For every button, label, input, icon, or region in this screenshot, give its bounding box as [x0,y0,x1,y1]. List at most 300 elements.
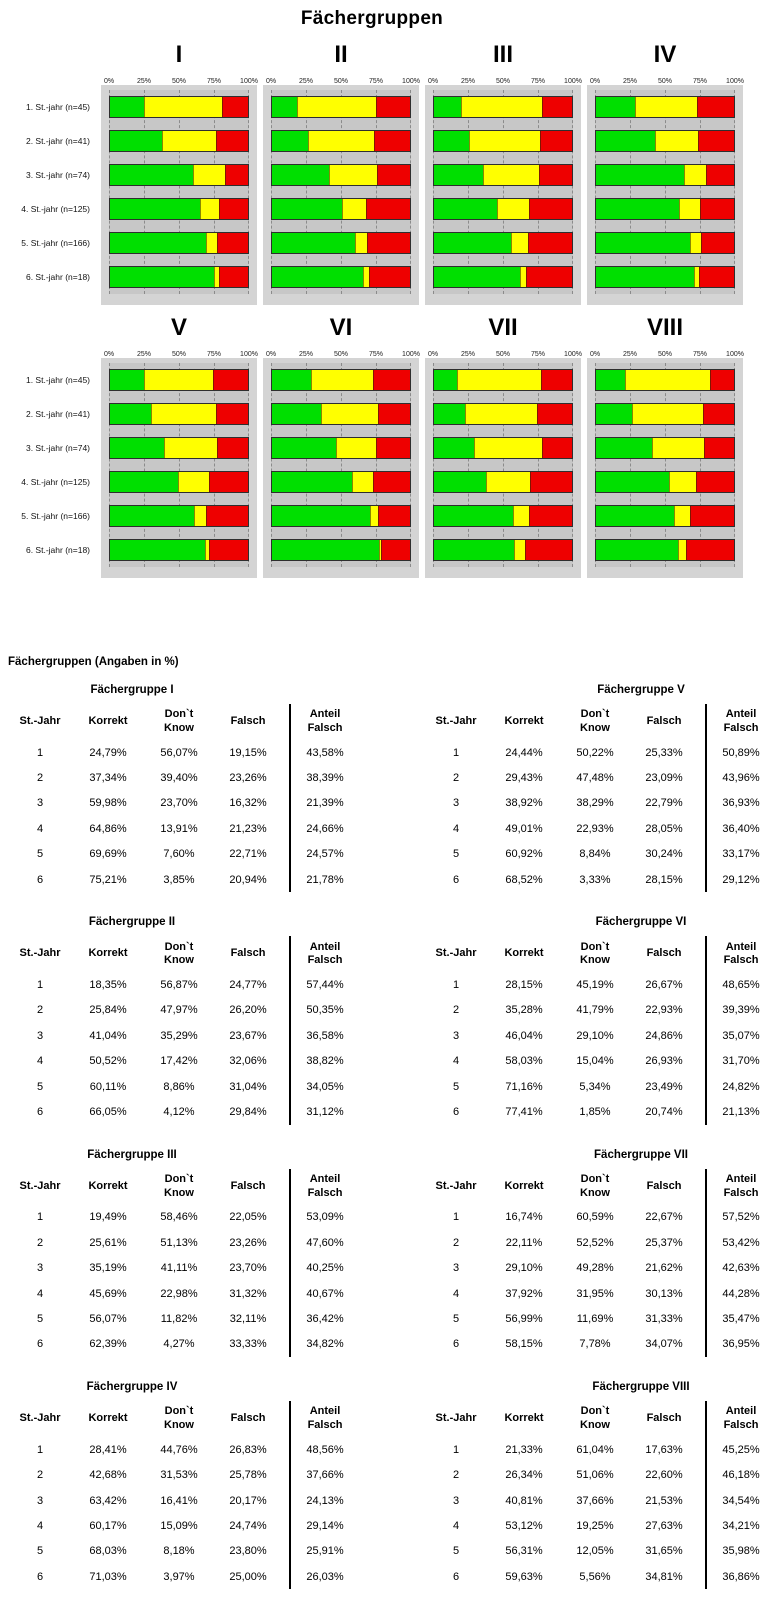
cell-korrekt: 37,92% [505,1287,543,1300]
cell-falsch: 17,63% [645,1443,683,1456]
stacked-bar [595,198,735,220]
cell-falsch: 30,13% [645,1287,683,1300]
stacked-bar [433,505,573,527]
axis-tick-label: 50% [657,78,673,85]
bar-slot [595,232,735,266]
bar-segment-korrekt [110,165,193,185]
bar-segment-korrekt [272,370,311,390]
bar-segment-korrekt [434,540,514,560]
axis-tick-label: 100% [402,78,420,85]
cell-anteil-falsch: 39,39% [722,1004,760,1017]
cell-falsch: 26,67% [645,979,683,992]
cell-anteil-falsch: 33,17% [722,848,760,861]
cell-korrekt: 25,84% [89,1004,127,1017]
cell-dont-know: 1,85% [579,1105,611,1118]
cell-jahr: 2 [36,1004,44,1017]
header-line: Falsch [230,1412,266,1425]
axis-tick-label: 0% [589,78,601,85]
bar-segment-falsch [698,131,734,151]
stacked-bar [109,505,249,527]
stacked-bar [271,403,411,425]
bar-segment-falsch [209,472,248,492]
bar-segment-dont-know [370,506,377,526]
cell-jahr: 4 [36,1519,44,1532]
axis-tick-label: 0% [589,351,601,358]
bar-segment-dont-know [655,131,699,151]
bar-slot [109,266,249,288]
bar-slot [433,369,573,403]
cell-anteil-falsch: 29,14% [306,1519,344,1532]
header-line: Don`t [164,940,194,953]
cell-korrekt: 60,17% [89,1519,127,1532]
category-label: 6. St.-jahr (n=18) [25,545,90,555]
stacked-bar [109,369,249,391]
cell-jahr: 5 [36,1080,44,1093]
cell-korrekt: 49,01% [505,822,543,835]
cell-korrekt: 16,74% [505,1211,543,1224]
table-header-cell [488,704,560,740]
cell-jahr: 3 [36,1494,44,1507]
bar-segment-falsch [690,506,734,526]
cell-anteil-falsch: 44,28% [722,1287,760,1300]
cell-dont-know: 50,22% [576,746,614,759]
stacked-bar [271,130,411,152]
table-fachergruppe-II [8,916,352,1124]
axis-tick-label: 0% [103,78,115,85]
bar-segment-dont-know [162,131,216,151]
bar-segment-korrekt [596,540,678,560]
bar-segment-korrekt [596,267,694,287]
bar-segment-korrekt [434,267,520,287]
cell-dont-know: 51,06% [576,1469,614,1482]
cell-korrekt: 26,34% [505,1469,543,1482]
cell-anteil-falsch: 35,98% [722,1545,760,1558]
cell-anteil-falsch: 45,25% [722,1443,760,1456]
cell-korrekt: 56,99% [505,1312,543,1325]
bar-segment-dont-know [465,404,537,424]
axis-tick-label: 75% [692,78,708,85]
stacked-bar [271,232,411,254]
bar-slot [433,505,573,539]
stacked-bar [595,164,735,186]
bar-segment-korrekt [596,131,655,151]
header-line: Falsch [307,954,343,967]
bar-segment-korrekt [272,233,355,253]
header-line: Korrekt [88,1412,128,1425]
stacked-bar [109,437,249,459]
cell-dont-know: 39,40% [160,772,198,785]
bar-segment-falsch [530,472,572,492]
cell-falsch: 23,09% [645,772,683,785]
table-header-cell [488,936,560,972]
stacked-bar [433,198,573,220]
bar-segment-korrekt [434,97,461,117]
chart-numeral: II [334,41,348,68]
cell-jahr: 4 [452,1519,460,1532]
bar-slot [595,505,735,539]
cell-jahr: 2 [452,1236,460,1249]
table-header-cell [560,1169,630,1205]
tables-row [8,916,762,1124]
header-line: Falsch [646,1412,682,1425]
table-header-cell [630,1169,698,1205]
tables-section [8,656,762,1589]
cell-jahr: 5 [452,1080,460,1093]
bar-segment-korrekt [434,438,474,458]
cell-dont-know: 58,46% [160,1211,198,1224]
axis-tick-label: 50% [171,351,187,358]
axis-tick-label: 75% [692,351,708,358]
table-header-cell [214,1401,282,1437]
cell-korrekt: 66,05% [89,1105,127,1118]
table-header-cell [8,1401,72,1437]
cell-falsch: 21,62% [645,1262,683,1275]
header-line: St.-Jahr [435,1412,477,1425]
cell-korrekt: 35,19% [89,1262,127,1275]
cell-dont-know: 41,79% [576,1004,614,1017]
table-title: Fächergruppe VIII [592,1381,690,1394]
cell-falsch: 26,20% [229,1004,267,1017]
stacked-bar [271,471,411,493]
cell-jahr: 2 [36,772,44,785]
bar-segment-falsch [374,131,410,151]
bar-segment-korrekt [272,97,297,117]
stacked-bar [595,505,735,527]
table-header-cell [488,1401,560,1437]
cell-dont-know: 61,04% [576,1443,614,1456]
axis-tick-label: 25% [298,351,314,358]
cell-anteil-falsch: 40,67% [306,1287,344,1300]
bar-segment-korrekt [110,438,164,458]
chart-axis [427,74,582,85]
axis-tick-label: 50% [333,351,349,358]
stacked-bar [595,539,735,561]
cell-korrekt: 63,42% [89,1494,127,1507]
stacked-bar [595,471,735,493]
stacked-bar [109,130,249,152]
cell-jahr: 1 [452,746,460,759]
cell-falsch: 25,78% [229,1469,267,1482]
table-title: Fächergruppe II [88,916,176,929]
bar-segment-dont-know [355,233,367,253]
bar-segment-dont-know [679,199,700,219]
axis-tick-label: 0% [265,78,277,85]
bar-segment-falsch [528,233,572,253]
header-line: Know [580,954,610,967]
stacked-bar [433,471,573,493]
cell-anteil-falsch: 48,56% [306,1443,344,1456]
header-line: Don`t [580,1405,610,1418]
stacked-bar [595,130,735,152]
cell-anteil-falsch: 42,63% [722,1262,760,1275]
table-header-cell [714,1169,762,1205]
cell-korrekt: 50,52% [89,1055,127,1068]
cell-dont-know: 41,11% [160,1262,198,1275]
bar-segment-falsch [209,540,248,560]
table-header-cell [424,704,488,740]
cell-dont-know: 29,10% [576,1029,614,1042]
table-header-cell [8,704,72,740]
cell-korrekt: 46,04% [505,1029,543,1042]
axis-tick-label: 0% [103,351,115,358]
cell-jahr: 6 [452,873,460,886]
bar-segment-falsch [540,131,572,151]
table-divider [282,1401,298,1589]
axis-tick-label: 25% [622,78,638,85]
cell-falsch: 23,26% [229,772,267,785]
cell-dont-know: 12,05% [576,1545,614,1558]
cell-korrekt: 56,31% [505,1545,543,1558]
cell-jahr: 2 [452,1469,460,1482]
cell-falsch: 23,80% [229,1545,267,1558]
bar-slot [109,232,249,266]
chart-numeral: VIII [646,314,683,341]
category-label: 2. St.-jahr (n=41) [25,136,90,146]
cell-dont-know: 8,86% [163,1080,195,1093]
chart-plot [433,90,573,294]
header-line: Falsch [230,1179,266,1192]
header-line: Don`t [580,1172,610,1185]
cell-anteil-falsch: 34,21% [722,1519,760,1532]
bar-segment-korrekt [434,370,457,390]
table-divider [698,704,714,892]
cell-korrekt: 64,86% [89,822,127,835]
table-title: Fächergruppe I [90,684,174,696]
axis-tick-label: 50% [333,78,349,85]
bar-slot [109,198,249,232]
cell-anteil-falsch: 25,91% [306,1545,344,1558]
cell-falsch: 25,00% [229,1570,267,1583]
bar-segment-dont-know [193,165,226,185]
cell-korrekt: 58,15% [505,1338,543,1351]
cell-anteil-falsch: 48,65% [722,979,760,992]
cell-dont-know: 5,56% [579,1570,611,1583]
header-line: Korrekt [504,1412,544,1425]
bar-segment-falsch [541,370,572,390]
bar-slot [271,266,411,288]
stacked-bar [595,266,735,288]
category-label: 3. St.-jahr (n=74) [25,170,90,180]
divider-line [705,704,707,892]
bar-segment-falsch [217,233,248,253]
bar-segment-dont-know [200,199,219,219]
chart-numeral: III [492,41,513,68]
cell-dont-know: 7,60% [163,848,195,861]
axis-tick-label: 100% [240,78,258,85]
bar-segment-falsch [378,404,410,424]
bar-slot [433,539,573,561]
bar-segment-dont-know [513,506,529,526]
cell-korrekt: 56,07% [89,1312,127,1325]
cell-dont-know: 17,42% [160,1055,198,1068]
stacked-bar [433,232,573,254]
axis-tick-label: 50% [495,351,511,358]
cell-jahr: 6 [452,1105,460,1118]
cell-anteil-falsch: 21,78% [306,873,344,886]
bar-segment-korrekt [272,438,336,458]
cell-dont-know: 47,48% [576,772,614,785]
chart-panel-VIII [587,311,743,578]
axis-tick-label: 50% [657,351,673,358]
cell-falsch: 24,77% [229,979,267,992]
cell-jahr: 1 [452,1443,460,1456]
cell-jahr: 1 [36,1443,44,1456]
table-header-cell [298,1401,352,1437]
cell-dont-know: 15,09% [160,1519,198,1532]
header-line: St.-Jahr [435,1179,477,1192]
header-line: St.-Jahr [19,715,61,728]
bar-slot [109,437,249,471]
category-label: 1. St.-jahr (n=45) [25,102,90,112]
chart-plot [595,90,735,294]
bar-segment-dont-know [635,97,697,117]
bar-segment-dont-know [511,233,527,253]
cell-anteil-falsch: 31,12% [306,1105,344,1118]
header-line: Anteil [725,708,757,721]
header-line: Anteil [725,940,757,953]
cell-korrekt: 60,11% [89,1080,127,1093]
bar-segment-dont-know [144,97,221,117]
bar-segment-dont-know [497,199,529,219]
cell-falsch: 31,65% [645,1545,683,1558]
stacked-bar [271,539,411,561]
table-title: Fächergruppe VII [594,1148,688,1161]
bar-segment-dont-know [684,165,707,185]
cell-dont-know: 7,78% [579,1338,611,1351]
bar-segment-falsch [219,199,248,219]
header-line: Falsch [307,722,343,734]
cell-falsch: 28,15% [645,873,683,886]
cell-dont-know: 45,19% [576,979,614,992]
cell-anteil-falsch: 36,58% [306,1029,344,1042]
header-line: Don`t [164,708,194,721]
cell-jahr: 6 [452,1570,460,1583]
category-label: 2. St.-jahr (n=41) [25,409,90,419]
cell-dont-know: 31,53% [160,1469,198,1482]
cell-falsch: 20,17% [229,1494,267,1507]
bar-slot [271,505,411,539]
chart-frame [587,85,743,305]
chart-grid-row-2 [0,311,762,578]
cell-falsch: 28,05% [645,822,683,835]
table-header-cell [72,704,144,740]
bar-segment-dont-know [674,506,691,526]
cell-anteil-falsch: 36,93% [722,797,760,810]
cell-korrekt: 28,41% [89,1443,127,1456]
cell-jahr: 2 [452,1004,460,1017]
bar-segment-falsch [225,165,248,185]
chart-frame [425,85,581,305]
cell-falsch: 23,26% [229,1236,267,1249]
category-label: 5. St.-jahr (n=166) [21,511,90,521]
cell-korrekt: 29,43% [505,772,543,785]
cell-anteil-falsch: 50,89% [722,746,760,759]
table-header-cell [714,1401,762,1437]
cell-dont-know: 16,41% [160,1494,198,1507]
header-line: Falsch [723,722,759,734]
table-title: Fächergruppe V [597,684,685,696]
cell-korrekt: 68,03% [89,1545,127,1558]
bar-segment-falsch [213,370,248,390]
cell-anteil-falsch: 38,39% [306,772,344,785]
cell-korrekt: 71,16% [505,1080,543,1093]
bar-segment-korrekt [596,404,632,424]
chart-frame [425,358,581,578]
cell-falsch: 21,23% [229,822,267,835]
cell-falsch: 34,81% [645,1570,683,1583]
chart-panel-I [101,38,257,305]
bar-slot [109,96,249,130]
cell-falsch: 24,74% [229,1519,267,1532]
cell-korrekt: 24,79% [89,746,127,759]
cell-anteil-falsch: 24,82% [722,1080,760,1093]
bar-segment-korrekt [434,506,513,526]
table-fachergruppe-VIII [424,1381,762,1589]
cell-dont-know: 3,97% [163,1570,195,1583]
header-line: Don`t [580,708,610,721]
cell-korrekt: 75,21% [89,873,127,886]
bar-segment-falsch [376,97,410,117]
cell-anteil-falsch: 37,66% [306,1469,344,1482]
stacked-bar [109,266,249,288]
cell-falsch: 27,63% [645,1519,683,1532]
table-header-cell [630,936,698,972]
cell-korrekt: 41,04% [89,1029,127,1042]
table-header-cell [144,1169,214,1205]
cell-korrekt: 38,92% [505,797,543,810]
cell-falsch: 30,24% [645,848,683,861]
stacked-bar [433,164,573,186]
cell-falsch: 32,11% [229,1312,267,1325]
cell-falsch: 32,06% [229,1055,267,1068]
header-line: Know [164,1419,194,1432]
header-line: Falsch [230,947,266,960]
bar-slot [595,96,735,130]
cell-falsch: 22,60% [645,1469,683,1482]
bar-slot [595,198,735,232]
cell-korrekt: 28,15% [505,979,543,992]
table-header-cell [8,1169,72,1205]
stacked-bar [271,266,411,288]
cell-jahr: 4 [452,822,460,835]
table-divider [698,1169,714,1357]
bar-segment-falsch [537,404,572,424]
bar-segment-dont-know [206,233,216,253]
cell-korrekt: 35,28% [505,1004,543,1017]
chart-row-labels [0,311,95,578]
bar-segment-dont-know [342,199,366,219]
bar-segment-korrekt [272,506,370,526]
stacked-bar [433,539,573,561]
bar-slot [433,471,573,505]
cell-falsch: 16,32% [229,797,267,810]
bar-segment-falsch [701,233,734,253]
chart-row-labels [0,38,95,305]
cell-jahr: 4 [36,822,44,835]
cell-anteil-falsch: 24,66% [306,822,344,835]
cell-falsch: 21,53% [645,1494,683,1507]
stacked-bar [433,266,573,288]
bar-segment-dont-know [329,165,378,185]
cell-dont-know: 4,27% [163,1338,195,1351]
bar-segment-dont-know [297,97,375,117]
cell-dont-know: 5,34% [579,1080,611,1093]
stacked-bar [271,96,411,118]
chart-numeral: V [170,314,187,341]
header-line: Know [164,954,194,967]
bar-segment-dont-know [178,472,210,492]
stacked-bar [433,96,573,118]
